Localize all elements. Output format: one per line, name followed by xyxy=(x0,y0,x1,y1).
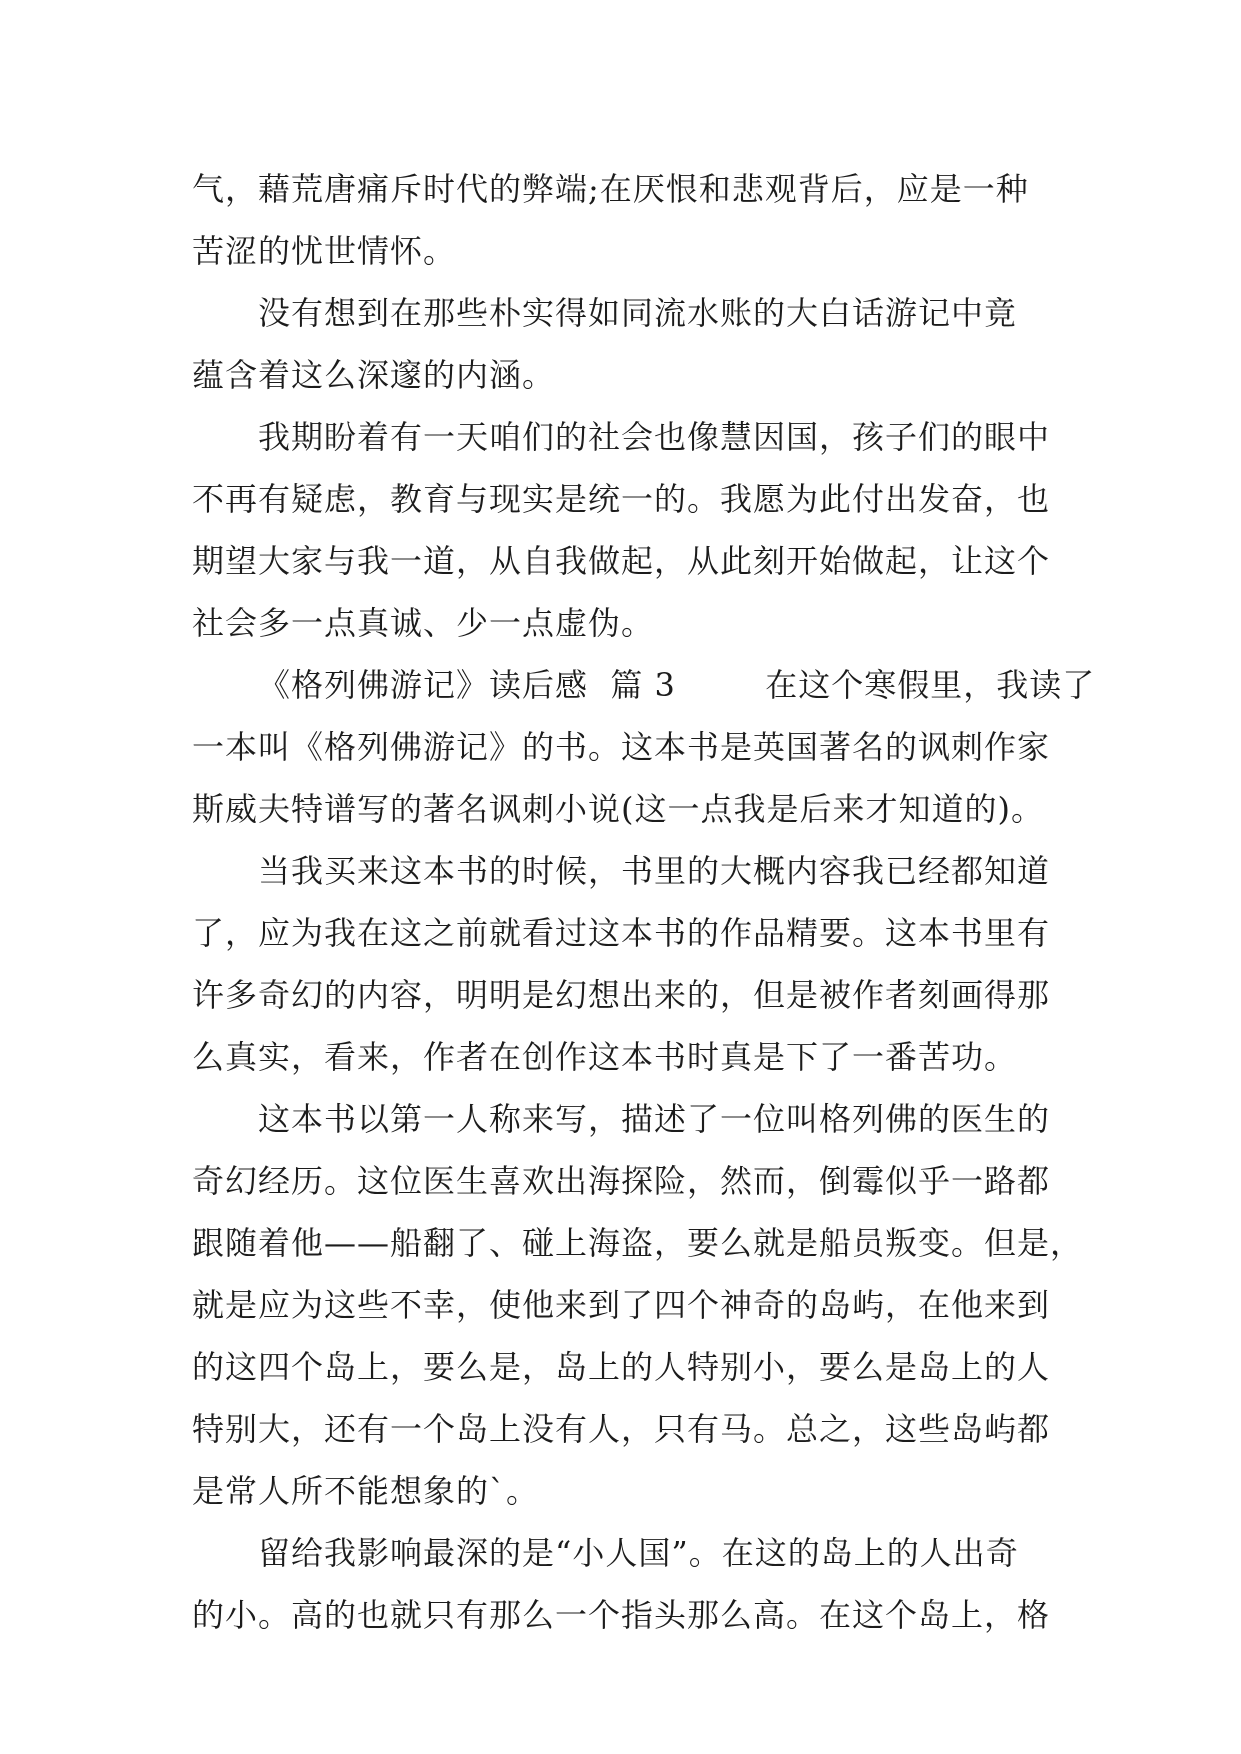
text-line: 的小。高的也就只有那么一个指头那么高。在这个岛上，格 xyxy=(192,1596,1051,1634)
text-line: 是常人所不能想象的`。 xyxy=(192,1472,540,1510)
text-line: 斯威夫特谱写的著名讽刺小说(这一点我是后来才知道的)。 xyxy=(192,790,1044,828)
text-line: 了，应为我在这之前就看过这本书的作品精要。这本书里有 xyxy=(192,914,1051,952)
text-line: 跟随着他——船翻了、碰上海盗，要么就是船员叛变。但是， xyxy=(192,1224,1084,1262)
text-line: 蕴含着这么深邃的内涵。 xyxy=(192,356,556,394)
text-line: 特别大，还有一个岛上没有人，只有马。总之，这些岛屿都 xyxy=(192,1410,1051,1448)
text-line: 社会多一点真诚、少一点虚伪。 xyxy=(192,604,655,642)
text-line: 没有想到在那些朴实得如同流水账的大白话游记中竟 xyxy=(258,294,1018,332)
text-line: 不再有疑虑，教育与现实是统一的。我愿为此付出发奋，也 xyxy=(192,480,1051,518)
text-line: 期望大家与我一道，从自我做起，从此刻开始做起，让这个 xyxy=(192,542,1051,580)
text-line: 当我买来这本书的时候，书里的大概内容我已经都知道 xyxy=(258,852,1051,890)
text-line: 《格列佛游记》读后感 篇 3 在这个寒假里，我读了 xyxy=(258,666,1096,704)
text-line: 我期盼着有一天咱们的社会也像慧因国，孩子们的眼中 xyxy=(258,418,1051,456)
text-line: 就是应为这些不幸，使他来到了四个神奇的岛屿，在他来到 xyxy=(192,1286,1051,1324)
text-line: 许多奇幻的内容，明明是幻想出来的，但是被作者刻画得那 xyxy=(192,976,1051,1014)
text-line: 留给我影响最深的是“小人国”。在这的岛上的人出奇 xyxy=(258,1534,1019,1572)
text-line: 气，藉荒唐痛斥时代的弊端;在厌恨和悲观背后，应是一种 xyxy=(192,170,1029,208)
text-line: 这本书以第一人称来写，描述了一位叫格列佛的医生的 xyxy=(258,1100,1051,1138)
text-line: 一本叫《格列佛游记》的书。这本书是英国著名的讽刺作家 xyxy=(192,728,1051,766)
text-line: 么真实，看来，作者在创作这本书时真是下了一番苦功。 xyxy=(192,1038,1018,1076)
text-line: 奇幻经历。这位医生喜欢出海探险，然而，倒霉似乎一路都 xyxy=(192,1162,1051,1200)
text-line: 的这四个岛上，要么是，岛上的人特别小，要么是岛上的人 xyxy=(192,1348,1051,1386)
body-text xyxy=(192,158,1096,1646)
text-line: 苦涩的忧世情怀。 xyxy=(192,232,457,270)
